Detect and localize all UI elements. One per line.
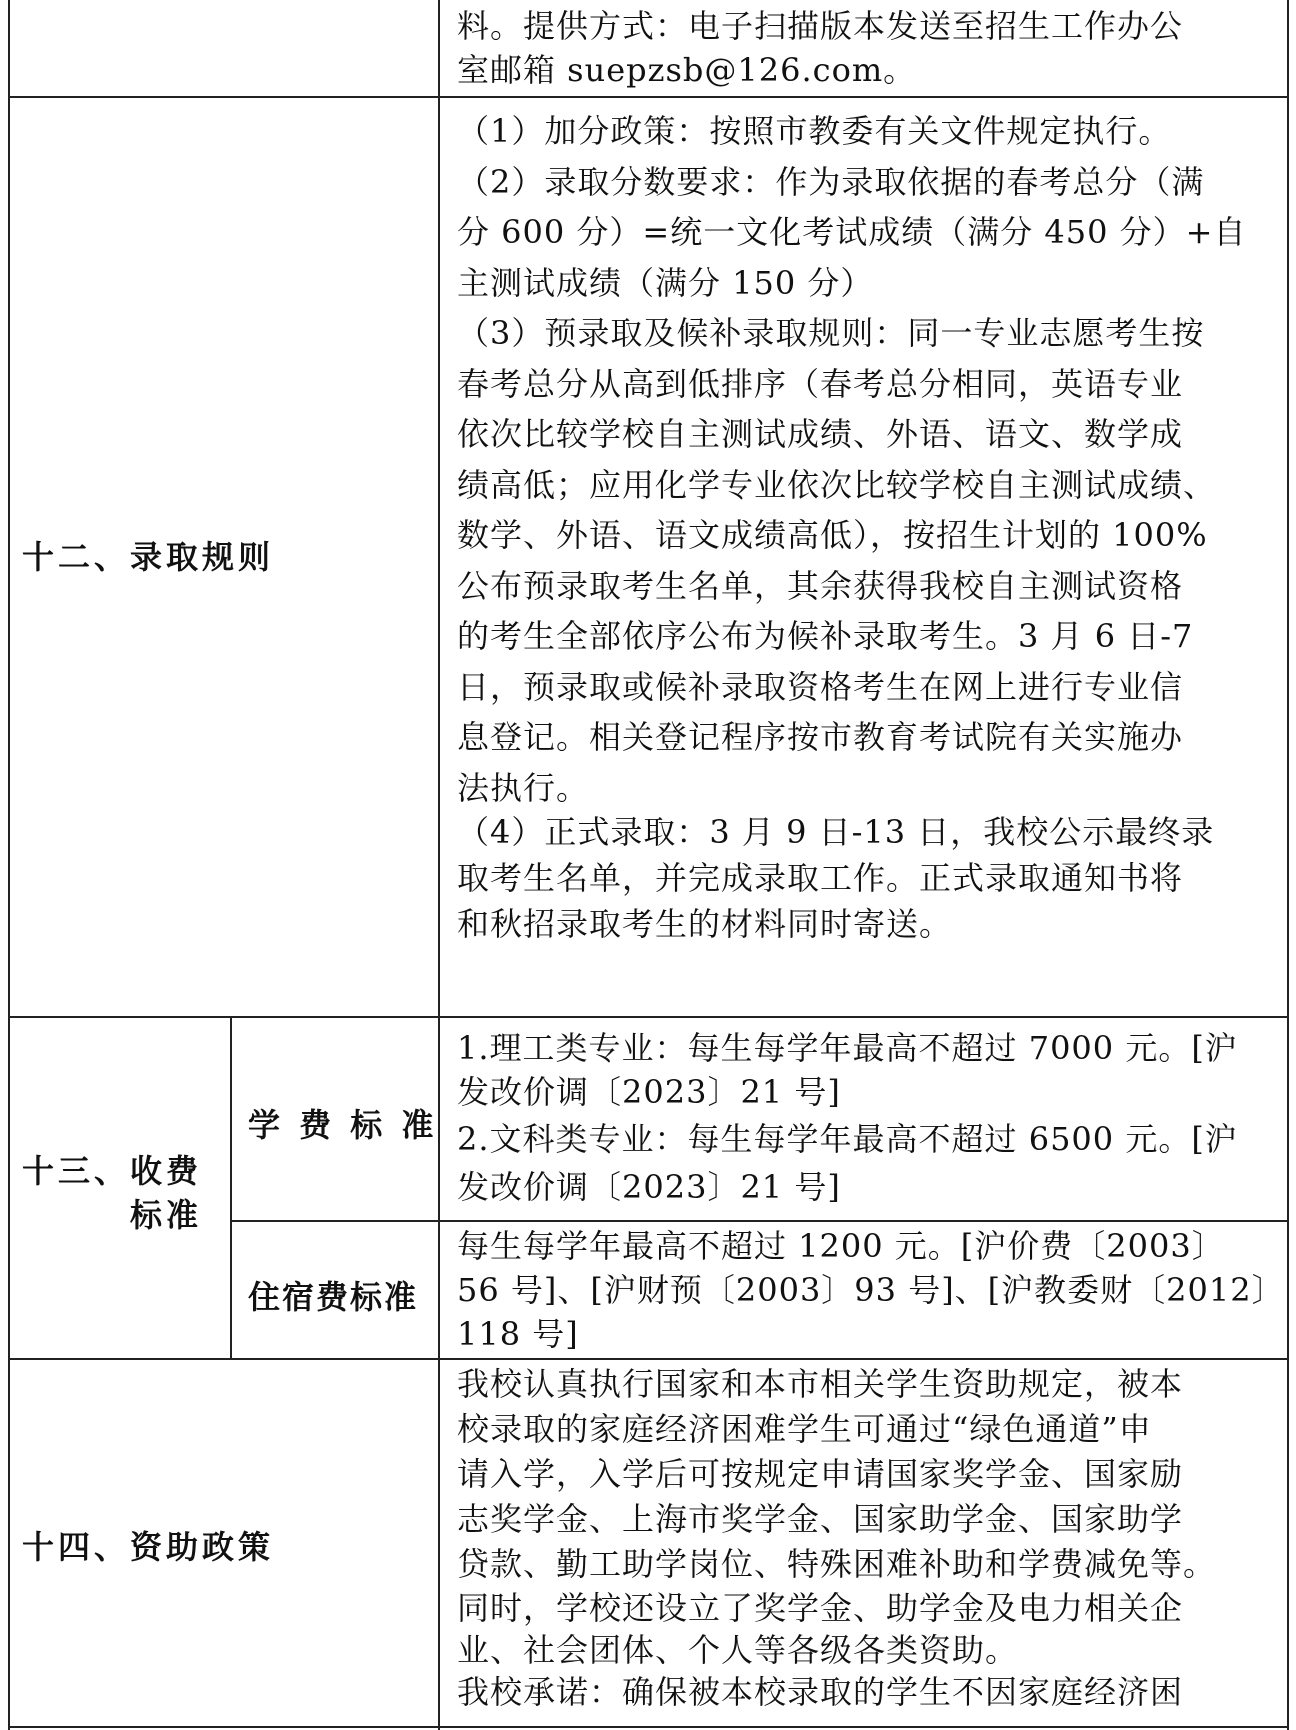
text-line: 绩高低；应用化学专业依次比较学校自主测试成绩、: [457, 465, 1217, 504]
top-block-text: [457, 4, 1277, 92]
text-line: 公布预录取考生名单，其余获得我校自主测试资格: [457, 566, 1184, 605]
text-line: 春考总分从高到低排序（春考总分相同，英语专业: [457, 364, 1184, 403]
tuition-label: 学 费 标 准: [248, 1106, 438, 1144]
text-line: （4）正式录取：3 月 9 日-13 日，我校公示最终录: [457, 813, 1215, 851]
text-line: （1）加分政策：按照市教委有关文件规定执行。: [457, 112, 1172, 150]
row-divider-2: [8, 1016, 1289, 1018]
row-divider-3: [8, 1358, 1289, 1360]
text-line: 发改价调〔2023〕21 号]: [457, 1073, 841, 1111]
text-line: 2.文科类专业：每生每学年最高不超过 6500 元。[沪: [457, 1120, 1238, 1158]
text-line: 发改价调〔2023〕21 号]: [457, 1168, 841, 1206]
table-border-right: [1287, 0, 1289, 1730]
text-line: 和秋招录取考生的材料同时寄送。: [457, 905, 953, 943]
text-line: 校录取的家庭经济困难学生可通过“绿色通道”申: [457, 1410, 1152, 1448]
text-line: 118 号]: [457, 1315, 579, 1353]
text-line: 日，预录取或候补录取资格考生在网上进行专业信: [457, 667, 1184, 706]
text-line: 息登记。相关登记程序按市教育考试院有关实施办: [457, 718, 1184, 756]
aid-policy-text: [457, 1362, 1277, 1713]
text-line: 56 号]、[沪财预〔2003〕93 号]、[沪教委财〔2012〕: [457, 1271, 1285, 1309]
fees-subcolumn-divider: [230, 1017, 232, 1359]
row-divider-1: [8, 96, 1289, 98]
text-line: 主测试成绩（满分 150 分）: [457, 263, 874, 302]
text-line: 取考生名单，并完成录取工作。正式录取通知书将: [457, 859, 1184, 897]
text-line: （3）预录取及候补录取规则：同一专业志愿考生按: [457, 314, 1205, 352]
text-line: 我校承诺：确保被本校录取的学生不因家庭经济困: [457, 1673, 1184, 1711]
text-line: 贷款、勤工助学岗位、特殊困难补助和学费减免等。: [457, 1545, 1217, 1583]
text-line: 业、社会团体、个人等各级各类资助。: [457, 1631, 1019, 1669]
housing-text: [457, 1224, 1285, 1356]
text-line: 志奖学金、上海市奖学金、国家助学金、国家助学: [457, 1500, 1184, 1538]
aid-policy-label: 十四、资助政策: [22, 1528, 275, 1566]
text-line: 料。提供方式：电子扫描版本发送至招生工作办公: [457, 7, 1184, 45]
text-line: 依次比较学校自主测试成绩、外语、语文、数学成: [457, 415, 1184, 453]
fees-label-line1: 十三、收费: [22, 1152, 203, 1190]
text-line: 1.理工类专业：每生每学年最高不超过 7000 元。[沪: [457, 1029, 1238, 1067]
text-line: 同时，学校还设立了奖学金、助学金及电力相关企: [457, 1589, 1184, 1627]
fees-inner-divider: [230, 1220, 1289, 1222]
text-line: （2）录取分数要求：作为录取依据的春考总分（满: [457, 162, 1205, 201]
text-line: 请入学，入学后可按规定申请国家奖学金、国家励: [457, 1455, 1184, 1493]
table-border-left: [8, 0, 10, 1730]
text-line: 我校认真执行国家和本市相关学生资助规定，被本: [457, 1365, 1184, 1403]
text-line: 法执行。: [457, 768, 590, 807]
text-line: 每生每学年最高不超过 1200 元。[沪价费〔2003〕: [457, 1227, 1225, 1265]
housing-label: 住宿费标准: [248, 1278, 419, 1316]
tuition-text: [457, 1024, 1277, 1208]
admission-rules-text: [457, 106, 1277, 947]
fees-label-line2: 标准: [130, 1196, 203, 1234]
text-line: 分 600 分）=统一文化考试成绩（满分 450 分）+自: [457, 213, 1247, 251]
column-divider: [438, 0, 440, 1730]
table-border-bottom: [8, 1726, 1289, 1728]
text-line: 室邮箱 suepzsb@126.com。: [457, 51, 917, 89]
text-line: 的考生全部依序公布为候补录取考生。3 月 6 日-7: [457, 617, 1194, 655]
admission-rules-label: 十二、录取规则: [22, 538, 275, 576]
text-line: 数学、外语、语文成绩高低），按招生计划的 100%: [457, 516, 1208, 554]
